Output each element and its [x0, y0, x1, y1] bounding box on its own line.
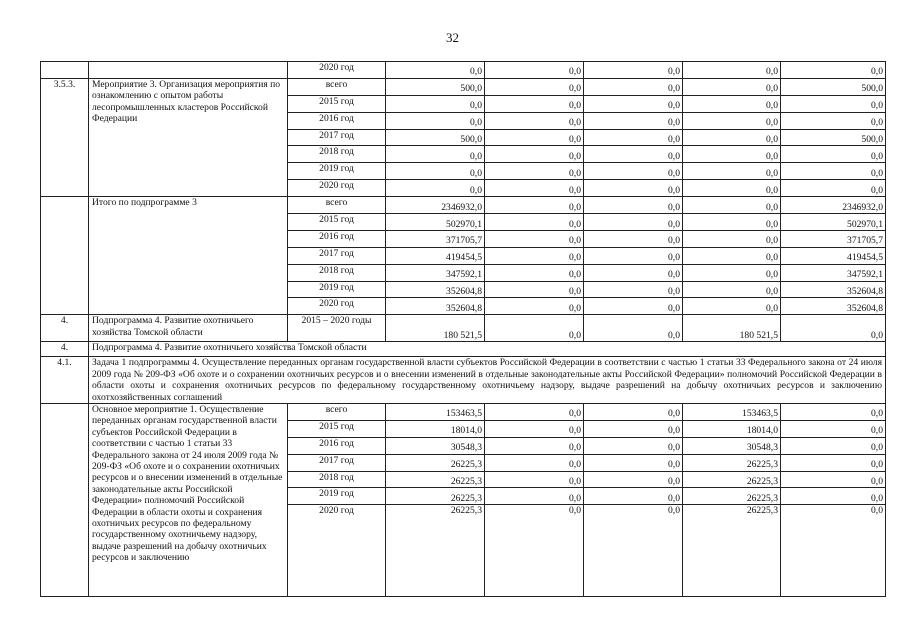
- value-cell: 0,0: [485, 298, 584, 315]
- period-cell: 2016 год: [288, 437, 386, 454]
- value-cell: 0,0: [485, 505, 584, 597]
- value-cell: 26225,3: [386, 505, 485, 597]
- table-row: [41, 403, 886, 420]
- period-cell: 2019 год: [288, 163, 386, 180]
- value-cell: 153463,5: [683, 403, 781, 420]
- period-cell: 2020 год: [288, 62, 386, 79]
- value-cell: 0,0: [485, 129, 584, 146]
- value-cell: 0,0: [584, 214, 683, 231]
- value-cell: 0,0: [584, 95, 683, 112]
- value-cell: 371705,7: [781, 230, 886, 247]
- value-cell: 180 521,5: [386, 315, 485, 342]
- value-cell: 0,0: [683, 247, 781, 264]
- period-cell: 2016 год: [288, 112, 386, 129]
- value-cell: 26225,3: [386, 454, 485, 471]
- value-cell: 500,0: [386, 78, 485, 95]
- value-cell: 0,0: [485, 454, 584, 471]
- value-cell: 26225,3: [683, 505, 781, 597]
- value-cell: 0,0: [584, 180, 683, 197]
- value-cell: 30548,3: [683, 437, 781, 454]
- page-number: 32: [446, 30, 459, 45]
- value-cell: 419454,5: [386, 247, 485, 264]
- period-cell: всего: [288, 403, 386, 420]
- value-cell: 0,0: [386, 163, 485, 180]
- value-cell: 347592,1: [781, 264, 886, 281]
- period-cell: 2016 год: [288, 230, 386, 247]
- value-cell: 0,0: [683, 230, 781, 247]
- value-cell: 26225,3: [683, 488, 781, 505]
- value-cell: 0,0: [781, 95, 886, 112]
- period-cell: всего: [288, 78, 386, 95]
- value-cell: 0,0: [683, 298, 781, 315]
- value-cell: 18014,0: [386, 420, 485, 437]
- value-cell: 0,0: [584, 281, 683, 298]
- value-cell: 0,0: [485, 403, 584, 420]
- row-code: 3.5.3.: [41, 78, 89, 196]
- value-cell: 0,0: [781, 62, 886, 79]
- value-cell: 0,0: [386, 180, 485, 197]
- value-cell: 419454,5: [781, 247, 886, 264]
- value-cell: 0,0: [781, 180, 886, 197]
- period-cell: всего: [288, 197, 386, 214]
- value-cell: 0,0: [584, 146, 683, 163]
- row-code: [41, 62, 89, 79]
- value-cell: 26225,3: [386, 488, 485, 505]
- value-cell: 26225,3: [386, 471, 485, 488]
- period-cell: 2020 год: [288, 505, 386, 597]
- value-cell: 0,0: [485, 197, 584, 214]
- value-cell: 0,0: [584, 454, 683, 471]
- period-cell: 2015 год: [288, 420, 386, 437]
- table-row: [41, 342, 886, 357]
- value-cell: 0,0: [781, 315, 886, 342]
- value-cell: 180 521,5: [683, 315, 781, 342]
- value-cell: 0,0: [584, 62, 683, 79]
- period-cell: 2019 год: [288, 488, 386, 505]
- value-cell: 352604,8: [781, 281, 886, 298]
- value-cell: 0,0: [485, 488, 584, 505]
- value-cell: 0,0: [584, 488, 683, 505]
- value-cell: 0,0: [584, 298, 683, 315]
- value-cell: 0,0: [584, 163, 683, 180]
- value-cell: 0,0: [485, 62, 584, 79]
- value-cell: 0,0: [584, 247, 683, 264]
- table-row: [41, 62, 886, 79]
- value-cell: 0,0: [584, 129, 683, 146]
- subprogram-name: Подпрограмма 4. Развитие охотничьего хозяйства Томской области: [89, 315, 288, 342]
- value-cell: 0,0: [485, 78, 584, 95]
- value-cell: 0,0: [485, 180, 584, 197]
- total-name: Итого по подпрограмме 3: [89, 197, 288, 315]
- value-cell: 2346932,0: [781, 197, 886, 214]
- value-cell: 0,0: [485, 214, 584, 231]
- value-cell: 0,0: [485, 163, 584, 180]
- value-cell: 371705,7: [386, 230, 485, 247]
- value-cell: 0,0: [781, 420, 886, 437]
- value-cell: 0,0: [485, 95, 584, 112]
- table-row: [41, 197, 886, 214]
- value-cell: 0,0: [584, 78, 683, 95]
- value-cell: 0,0: [485, 437, 584, 454]
- value-cell: 347592,1: [386, 264, 485, 281]
- value-cell: 0,0: [683, 112, 781, 129]
- value-cell: 0,0: [584, 420, 683, 437]
- table-row: [41, 357, 886, 404]
- value-cell: 352604,8: [386, 281, 485, 298]
- value-cell: 26225,3: [683, 454, 781, 471]
- value-cell: 0,0: [683, 180, 781, 197]
- table-row: [41, 315, 886, 342]
- value-cell: 0,0: [485, 281, 584, 298]
- budget-table: [40, 61, 886, 597]
- period-cell: 2018 год: [288, 471, 386, 488]
- value-cell: 500,0: [781, 129, 886, 146]
- task-text: Задача 1 подпрограммы 4. Осуществление переданных органам государственной власти субъектов Российской Федерации в соответствии с частью 1 статьи 33 Федерального закона от 24 июля 2009 года № 209-ФЗ «Об охоте и о сохранении охотничьих ресурсов и о внесении изменений в отдельные законодательные акты Российской Федерации» полномочий Российской Федерации в области охоты и сохранения охотничьих ресурсов по федеральному государственному охотничьему надзору, выдаче разрешений на добычу охотничьих ресурсов и заключению охотхозяйственных соглашений: [89, 357, 886, 404]
- value-cell: 0,0: [683, 281, 781, 298]
- value-cell: 0,0: [683, 78, 781, 95]
- main-activity-name: Основное мероприятие 1. Осуществление переданных органам государственной власти субъектов Российской Федерации в соответствии с частью 1 статьи 33 Федерального закона от 24 июля 2009 года № 209-ФЗ «Об охоте и о сохранении охотничьих ресурсов и о внесении изменений в отдельные законодательные акты Российской Федерации» полномочий Российской Федерации в области охоты и сохранения охотничьих ресурсов по федеральному государственному охотничьему надзору, выдаче разрешений на добычу охотничьих ресурсов и заключению: [89, 403, 288, 596]
- value-cell: 0,0: [584, 230, 683, 247]
- value-cell: 0,0: [584, 471, 683, 488]
- value-cell: 30548,3: [386, 437, 485, 454]
- period-cell: 2019 год: [288, 281, 386, 298]
- value-cell: 0,0: [781, 437, 886, 454]
- value-cell: 0,0: [485, 315, 584, 342]
- row-code: [41, 403, 89, 596]
- value-cell: 0,0: [386, 62, 485, 79]
- value-cell: 0,0: [781, 488, 886, 505]
- value-cell: 0,0: [683, 129, 781, 146]
- row-code: [41, 197, 89, 315]
- period-cell: 2017 год: [288, 129, 386, 146]
- period-cell: 2017 год: [288, 454, 386, 471]
- value-cell: 0,0: [584, 437, 683, 454]
- value-cell: 0,0: [485, 264, 584, 281]
- row-code: 4.: [41, 342, 89, 357]
- value-cell: 0,0: [683, 146, 781, 163]
- value-cell: 0,0: [485, 230, 584, 247]
- value-cell: 352604,8: [781, 298, 886, 315]
- period-cell: 2018 год: [288, 264, 386, 281]
- value-cell: 0,0: [485, 471, 584, 488]
- value-cell: 0,0: [584, 315, 683, 342]
- value-cell: 26225,3: [683, 471, 781, 488]
- value-cell: 0,0: [584, 264, 683, 281]
- row-code: 4.1.: [41, 357, 89, 404]
- period-cell: 2018 год: [288, 146, 386, 163]
- value-cell: 0,0: [683, 95, 781, 112]
- value-cell: 0,0: [781, 163, 886, 180]
- value-cell: 0,0: [683, 214, 781, 231]
- value-cell: 0,0: [781, 505, 886, 597]
- value-cell: 0,0: [683, 197, 781, 214]
- value-cell: 153463,5: [386, 403, 485, 420]
- value-cell: 0,0: [683, 163, 781, 180]
- value-cell: 0,0: [485, 146, 584, 163]
- period-cell: 2015 год: [288, 214, 386, 231]
- value-cell: 500,0: [386, 129, 485, 146]
- value-cell: 0,0: [584, 403, 683, 420]
- value-cell: 2346932,0: [386, 197, 485, 214]
- value-cell: 0,0: [781, 471, 886, 488]
- value-cell: 0,0: [781, 112, 886, 129]
- row-code: 4.: [41, 315, 89, 342]
- value-cell: 0,0: [485, 247, 584, 264]
- table-row: [41, 78, 886, 95]
- value-cell: 0,0: [781, 454, 886, 471]
- value-cell: 0,0: [584, 505, 683, 597]
- value-cell: 500,0: [781, 78, 886, 95]
- row-name: [89, 62, 288, 79]
- value-cell: 0,0: [485, 112, 584, 129]
- value-cell: 0,0: [485, 420, 584, 437]
- value-cell: 0,0: [386, 112, 485, 129]
- value-cell: 0,0: [584, 112, 683, 129]
- value-cell: 352604,8: [386, 298, 485, 315]
- value-cell: 502970,1: [781, 214, 886, 231]
- subprogram-header: Подпрограмма 4. Развитие охотничьего хозяйства Томской области: [89, 342, 886, 357]
- value-cell: 0,0: [683, 62, 781, 79]
- period-cell: 2015 – 2020 годы: [288, 315, 386, 342]
- value-cell: 0,0: [683, 264, 781, 281]
- value-cell: 0,0: [584, 197, 683, 214]
- period-cell: 2015 год: [288, 95, 386, 112]
- value-cell: 0,0: [781, 146, 886, 163]
- value-cell: 502970,1: [386, 214, 485, 231]
- activity-name: Мероприятие 3. Организация мероприятия по ознакомлению с опытом работы лесопромышленных кластеров Российской Федерации: [89, 78, 288, 196]
- period-cell: 2020 год: [288, 180, 386, 197]
- value-cell: 18014,0: [683, 420, 781, 437]
- value-cell: 0,0: [781, 403, 886, 420]
- value-cell: 0,0: [386, 146, 485, 163]
- period-cell: 2020 год: [288, 298, 386, 315]
- value-cell: 0,0: [386, 95, 485, 112]
- period-cell: 2017 год: [288, 247, 386, 264]
